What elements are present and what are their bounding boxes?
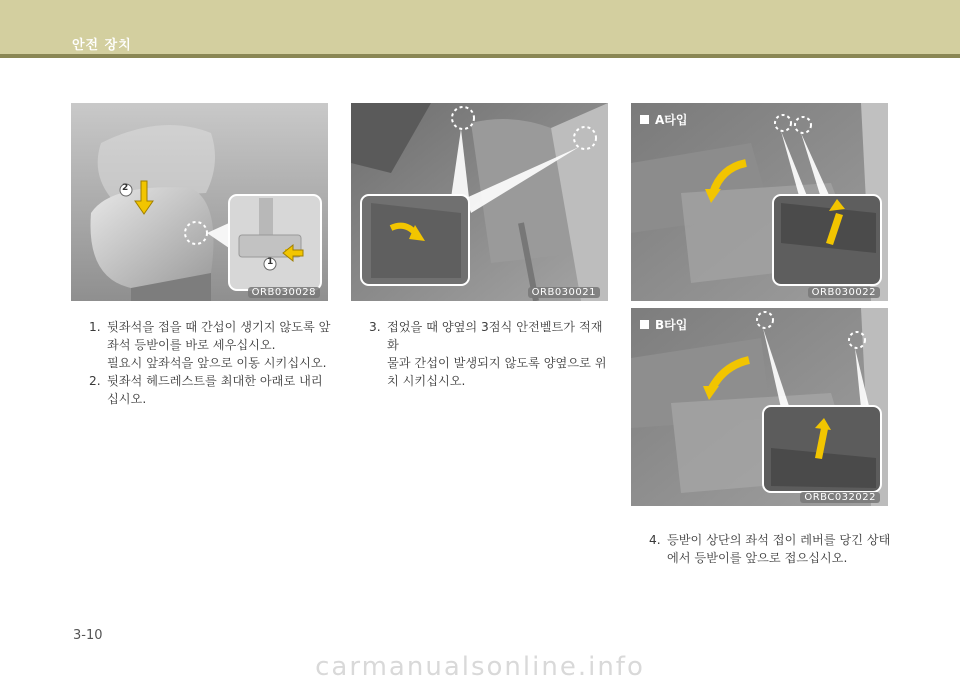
- instruction-item: [89, 372, 334, 408]
- figure-headrest: [71, 103, 328, 301]
- instruction-number: 4.: [649, 533, 661, 547]
- instruction-item: [89, 318, 334, 372]
- figure-seatbelt: [351, 103, 608, 301]
- section-title: 안전 장치: [72, 38, 132, 53]
- instruction-text: [107, 372, 334, 408]
- figure-type-a: [631, 103, 888, 301]
- type-a-text: A타입: [655, 113, 688, 127]
- type-a-label: [640, 111, 687, 128]
- instruction-number: 1.: [89, 320, 101, 334]
- figure-code: ORB030028: [248, 287, 320, 298]
- instructions-col2: [369, 318, 614, 390]
- instruction-item: [649, 531, 894, 567]
- instruction-line: 필요시 앞좌석을 앞으로 이동 시키십시오.: [107, 356, 327, 370]
- instruction-line: 십시오.: [107, 392, 147, 406]
- figure-code: ORBC032022: [800, 492, 880, 503]
- instruction-line: 물과 간섭이 발생되지 않도록 양옆으로 위: [387, 356, 607, 370]
- type-a-illustration: [631, 103, 888, 301]
- instruction-line: 좌석 등받이를 바로 세우십시오.: [107, 338, 276, 352]
- instruction-text: [387, 318, 614, 390]
- instruction-line: 등받이 상단의 좌석 접이 레버를 당긴 상태: [667, 533, 891, 547]
- seatbelt-illustration: [351, 103, 608, 301]
- square-bullet-icon: [640, 115, 649, 124]
- instruction-number: 3.: [369, 320, 381, 334]
- callout-1: 1: [267, 257, 274, 267]
- square-bullet-icon: [640, 320, 649, 329]
- header-band: [0, 0, 960, 54]
- type-b-illustration: [631, 308, 888, 506]
- instruction-line: 뒷좌석을 접을 때 간섭이 생기지 않도록 앞: [107, 320, 331, 334]
- watermark: carmanualsonline.info: [315, 652, 645, 682]
- page-number: 3-10: [73, 628, 103, 643]
- instruction-text: [667, 531, 894, 567]
- instruction-line: 뒷좌석 헤드레스트를 최대한 아래로 내리: [107, 374, 323, 388]
- header-divider: [0, 54, 960, 58]
- figure-code: ORB030022: [808, 287, 880, 298]
- headrest-illustration: [71, 103, 328, 301]
- instruction-number: 2.: [89, 374, 101, 388]
- instruction-text: [107, 318, 334, 372]
- figure-type-b: [631, 308, 888, 506]
- type-b-text: B타입: [655, 318, 688, 332]
- type-b-label: [640, 316, 687, 333]
- instructions-col3: [649, 531, 894, 567]
- instruction-line: 치 시키십시오.: [387, 374, 466, 388]
- instruction-line: 접었을 때 양옆의 3점식 안전벨트가 적재화: [387, 320, 603, 352]
- instructions-col1: [89, 318, 334, 408]
- instruction-line: 에서 등받이를 앞으로 접으십시오.: [667, 551, 848, 565]
- figure-code: ORB030021: [528, 287, 600, 298]
- callout-2: 2: [122, 183, 129, 193]
- instruction-item: [369, 318, 614, 390]
